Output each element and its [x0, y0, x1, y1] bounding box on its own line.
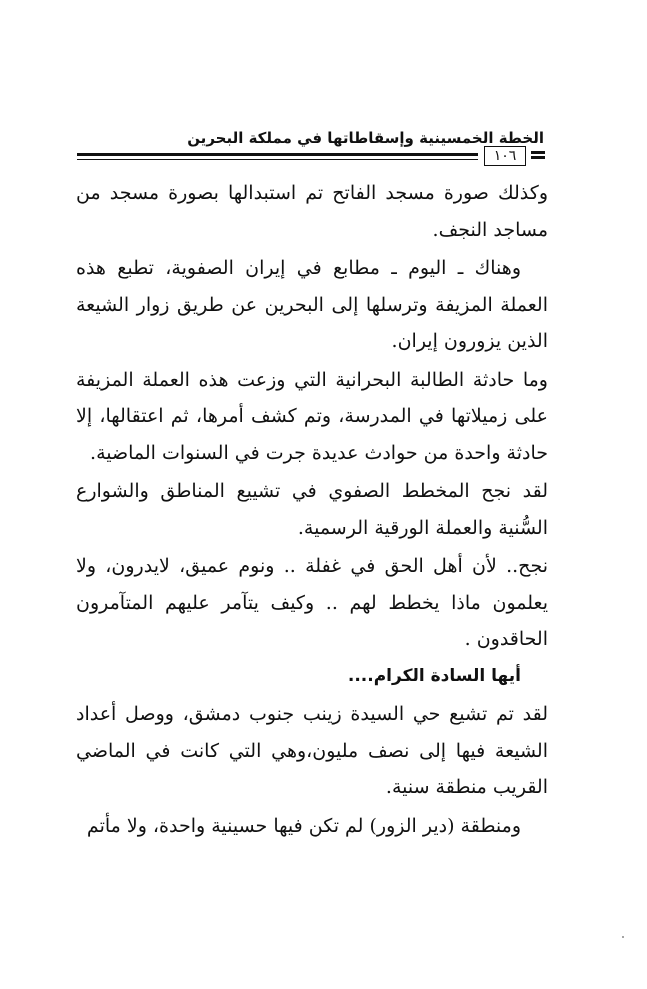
ornament-bar-top — [531, 151, 545, 154]
paragraph-plan-success: لقد نجح المخطط الصفوي في تشييع المناطق والشوارع السُّنية والعملة الورقية الرسمية. — [76, 480, 548, 539]
paragraph-deir-ezzor: ومنطقة (دير الزور) لم تكن فيها حسينية واحدة، ولا مأتم — [86, 814, 521, 837]
header-dash-ornament — [531, 151, 545, 160]
header-rule-thin — [77, 159, 478, 160]
paragraph-sayyida-zaynab: لقد تم تشيع حي السيدة زينب جنوب دمشق، ووصل أعداد الشيعة فيها إلى نصف مليون،وهي التي كانت في الماضي القريب منطقة سنية. — [76, 703, 548, 798]
paragraph-fateh-mosque: وكذلك صورة مسجد الفاتح تم استبدالها بصورة مسجد من مساجد النجف. — [76, 182, 548, 241]
scan-speck — [622, 936, 624, 938]
ornament-bar-bottom — [531, 156, 545, 159]
paragraph-student-incident: وما حادثة الطالبة البحرانية التي وزعت هذه العملة المزيفة على زميلاتها في المدرسة، وتم كشف أمرها، ثم اعتقالها، إلا حادثة واحدة من حوادث عديدة جرت في السنوات الماضية. — [76, 368, 548, 464]
paragraph-heedlessness: نجح.. لأن أهل الحق في غفلة .. ونوم عميق، لايدرون، ولا يعلمون ماذا يخطط لهم .. وكيف يتآمر عليهم المتآمرون الحاقدون . — [76, 555, 548, 650]
paragraph-printing-presses: وهناك ـ اليوم ـ مطابع في إيران الصفوية، تطبع هذه العملة المزيفة وترسلها إلى البحرين عن طريق زوار الشيعة الذين يزورون إيران. — [76, 257, 548, 352]
section-heading-address: أيها السادة الكرام.... — [347, 665, 521, 686]
header-rule — [77, 153, 478, 162]
running-title: الخطة الخمسينية وإسقاطاتها في مملكة البحرين — [187, 129, 544, 147]
header-rule-thick — [77, 153, 478, 156]
main-text — [76, 175, 548, 844]
page-number: ١٠٦ — [484, 146, 526, 166]
